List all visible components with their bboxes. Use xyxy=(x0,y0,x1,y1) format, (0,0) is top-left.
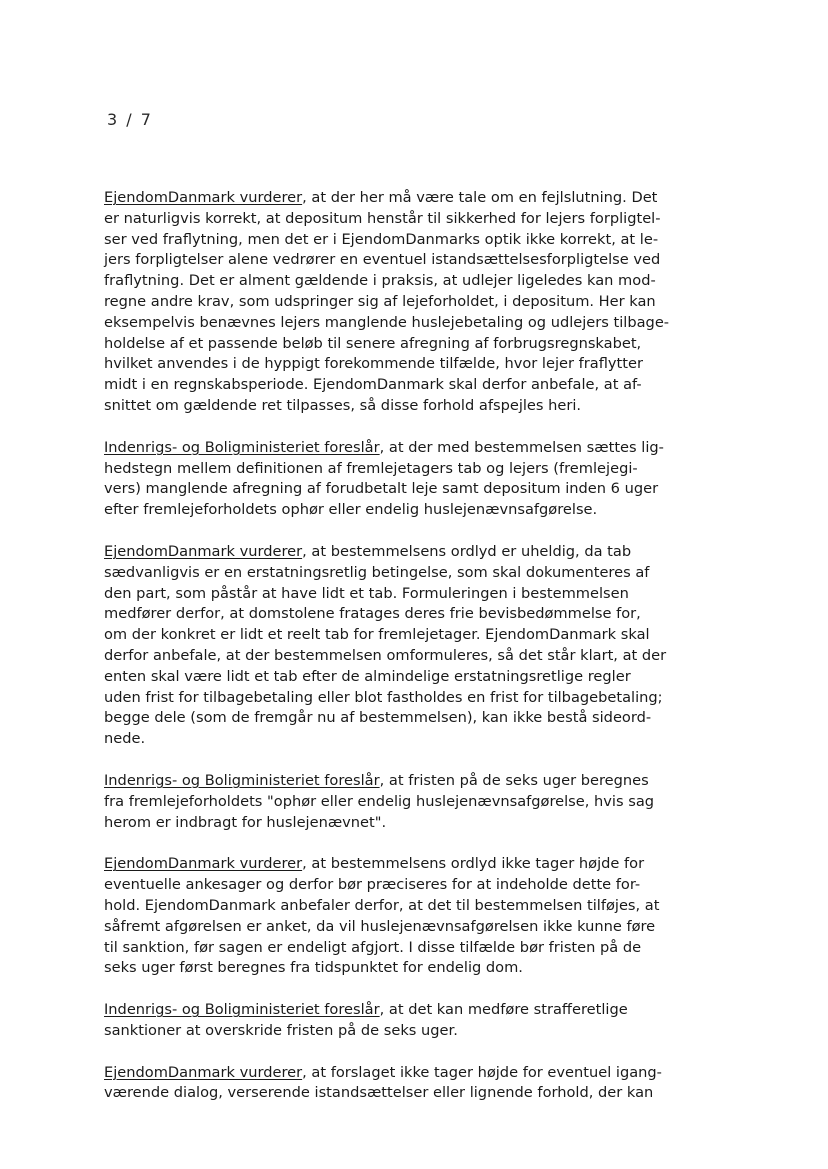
text-line: om der konkret er lidt et reelt tab for fremlejetager. EjendomDanmark skal xyxy=(104,626,650,644)
line-text: , at bestemmelsens ordlyd ikke tager højde for xyxy=(302,855,645,873)
text-line: holdelse af et passende beløb til senere afregning af forbrugsregnskabet, xyxy=(104,334,642,352)
text-line: enten skal være lidt et tab efter de almindelige erstatningsretlige regler xyxy=(104,667,631,685)
line-text: , at bestemmelsens ordlyd er uheldig, da tab xyxy=(302,542,632,560)
paragraph-2 xyxy=(104,438,684,521)
text-line: eventuelle ankesager og derfor bør præciseres for at indeholde dette for- xyxy=(104,876,641,894)
text-line xyxy=(104,1063,684,1084)
text-line xyxy=(104,542,684,563)
text-line xyxy=(104,771,684,792)
text-line: midt i en regnskabsperiode. EjendomDanmark skal derfor anbefale, at af- xyxy=(104,376,642,394)
text-line: eksempelvis benævnes lejers manglende huslejebetaling og udlejers tilbage- xyxy=(104,313,670,331)
document-body xyxy=(104,188,684,1125)
text-line: seks uger først beregnes fra tidspunktet for endelig dom. xyxy=(104,959,523,977)
text-line: er naturligvis korrekt, at depositum henstår til sikkerhed for lejers forpligtel- xyxy=(104,209,661,227)
paragraph-6 xyxy=(104,1000,684,1042)
text-line: medfører derfor, at domstolene fratages deres frie bevisbedømmelse for, xyxy=(104,605,641,623)
text-line xyxy=(104,854,684,875)
text-line: fraflytning. Det er alment gældende i praksis, at udlejer ligeledes kan mod- xyxy=(104,272,656,290)
text-line: hold. EjendomDanmark anbefaler derfor, at det til bestemmelsen tilføjes, at xyxy=(104,896,660,914)
text-line: regne andre krav, som udspringer sig af lejeforholdet, i depositum. Her kan xyxy=(104,292,656,310)
text-line: snittet om gældende ret tilpasses, så disse forhold afspejles heri. xyxy=(104,396,582,414)
text-line: sanktioner at overskride fristen på de seks uger. xyxy=(104,1021,458,1039)
text-line: til sanktion, før sagen er endeligt afgjort. I disse tilfælde bør fristen på de xyxy=(104,938,642,956)
text-line: derfor anbefale, at der bestemmelsen omformuleres, så det står klart, at der xyxy=(104,646,667,664)
text-line: efter fremlejeforholdets ophør eller endelig huslejenævnsafgørelse. xyxy=(104,501,598,519)
paragraph-3 xyxy=(104,542,684,750)
text-line: fra fremlejeforholdets "ophør eller endelig huslejenævnsafgørelse, hvis sag xyxy=(104,792,655,810)
text-line: den part, som påstår at have lidt et tab. Formuleringen i bestemmelsen xyxy=(104,584,629,602)
paragraph-5 xyxy=(104,854,684,979)
paragraph-1 xyxy=(104,188,684,417)
text-line: vers) manglende afregning af forudbetalt leje samt depositum inden 6 uger xyxy=(104,480,659,498)
text-line: begge dele (som de fremgår nu af bestemmelsen), kan ikke bestå sideord- xyxy=(104,709,652,727)
paragraph-lead: Indenrigs- og Boligministeriet foreslår xyxy=(104,1001,380,1019)
line-text: , at der med bestemmelsen sættes lig- xyxy=(379,438,664,456)
paragraph-lead: EjendomDanmark vurderer xyxy=(104,542,303,560)
text-line xyxy=(104,438,684,459)
text-line xyxy=(104,1000,684,1021)
text-line: såfremt afgørelsen er anket, da vil huslejenævnsafgørelsen ikke kunne føre xyxy=(104,917,656,935)
paragraph-lead: EjendomDanmark vurderer xyxy=(104,855,303,873)
text-line: nede. xyxy=(104,730,146,748)
text-line: sædvanligvis er en erstatningsretlig betingelse, som skal dokumenteres af xyxy=(104,563,650,581)
text-line: ser ved fraflytning, men det er i EjendomDanmarks optik ikke korrekt, at le- xyxy=(104,230,659,248)
paragraph-4 xyxy=(104,771,684,833)
page-number: 3 / 7 xyxy=(107,110,153,129)
text-line: værende dialog, verserende istandsættelser eller lignende forhold, der kan xyxy=(104,1084,654,1102)
line-text: , at forslaget ikke tager højde for eventuel igang- xyxy=(302,1063,662,1081)
text-line: jers forpligtelser alene vedrører en eventuel istandsættelsesforpligtelse ved xyxy=(104,251,661,269)
paragraph-lead: Indenrigs- og Boligministeriet foreslår xyxy=(104,438,380,456)
text-line: uden frist for tilbagebetaling eller blot fastholdes en frist for tilbagebetaling; xyxy=(104,688,663,706)
paragraph-7 xyxy=(104,1063,684,1105)
paragraph-lead: EjendomDanmark vurderer xyxy=(104,1063,303,1081)
text-line: herom er indbragt for huslejenævnet". xyxy=(104,813,387,831)
text-line xyxy=(104,188,684,209)
paragraph-lead: EjendomDanmark vurderer xyxy=(104,189,303,206)
text-line: hvilket anvendes i de hyppigt forekommende tilfælde, hvor lejer fraflytter xyxy=(104,355,643,373)
line-text: , at fristen på de seks uger beregnes xyxy=(379,771,649,789)
paragraph-lead: Indenrigs- og Boligministeriet foreslår xyxy=(104,771,380,789)
text-line: hedstegn mellem definitionen af fremlejetagers tab og lejers (fremlejegi- xyxy=(104,459,638,477)
line-text: , at det kan medføre strafferetlige xyxy=(379,1001,628,1019)
line-text: , at der her må være tale om en fejlslutning. Det xyxy=(302,189,658,206)
